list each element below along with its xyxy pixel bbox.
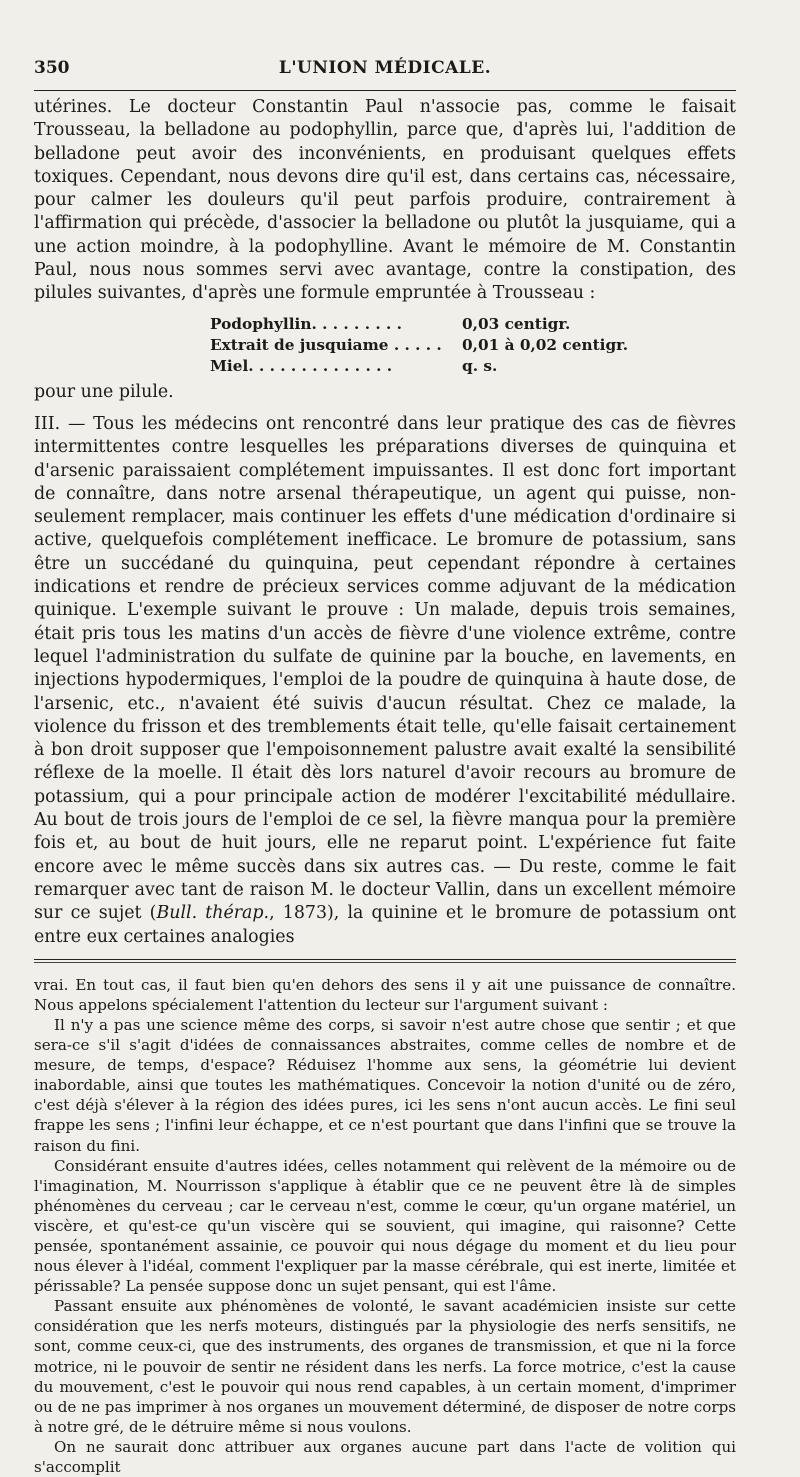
document-page <box>34 58 736 1477</box>
formula-row <box>210 356 736 377</box>
ingredient-name: Podophyllin. . . . . . . . . <box>210 314 402 333</box>
formula-row <box>210 314 736 335</box>
section-iii-text-end: , 1873), la quinine et le bromure de potassium ont entre eux certaines analogies <box>34 903 737 947</box>
ingredient-dose: 0,03 centigr. <box>462 314 571 333</box>
formula-row <box>210 335 736 356</box>
footnote-paragraph: vrai. En tout cas, il faut bien qu'en dehors des sens il y ait une puissance de connaître. Nous appelons spécialement l'attention du lecteur sur l'argument suivant : <box>34 975 736 1014</box>
ingredient-dose: 0,01 à 0,02 centigr. <box>462 335 629 354</box>
footnote-paragraph: On ne saurait donc attribuer aux organes aucune part dans l'acte de volition qui s'accomplit <box>34 1437 736 1477</box>
paragraph-pill: pour une pilule. <box>34 381 174 402</box>
footnote-paragraph: Il n'y a pas une science même des corps, si savoir n'est autre chose que sentir ; et que sera-ce s'il s'agit d'idées de connaissances abstraites, comme celles de nombre et de mesure, de temps, d'espace? Réduisez l'homme aux sens, la géométrie lui devient inabordable, ainsi que toutes les mathématiques. Concevoir la notion d'unité ou de zéro, c'est déjà s'élever à la région des idées pures, ici les sens n'ont aucun accès. Le fini seul frappe les sens ; l'infini leur échappe, et ce n'est pourtant que dans l'infini que se trouve la raison du fini. <box>34 1015 736 1155</box>
ingredient-dose: q. s. <box>462 356 498 375</box>
ingredient-name: Extrait de jusquiame . . . . . <box>210 335 442 354</box>
footnote-paragraph: Passant ensuite aux phénomènes de volonté, le savant académicien insiste sur cette considération que les nerfs moteurs, distingués par la physiologie des nerfs sensitifs, ne sont, comme ceux-ci, que des instruments, des organes de transmission, et que ni la force motrice, ni le pouvoir de sentir ne résident dans les nerfs. La force motrice, c'est la cause du mouvement, c'est le pouvoir qui nous rend capables, à un certain moment, d'imprimer ou de ne pas imprimer à nos organes un mouvement déterminé, de disposer de notre corps à notre gré, de le détruire même si nous voulons. <box>34 1297 736 1436</box>
formula-table <box>210 314 736 377</box>
page-number: 350 <box>34 58 70 78</box>
journal-title: L'UNION MÉDICALE. <box>278 58 492 78</box>
header-rule <box>34 90 736 91</box>
footnote-paragraph: Considérant ensuite d'autres idées, celles notamment qui relèvent de la mémoire ou de l'imagination, M. Nourrisson s'applique à établir que ce ne peuvent être là de simples phénomènes du cerveau ; car le cerveau n'est, comme le cœur, qu'un organe matériel, un viscère, et qu'est-ce qu'un viscère qui se souvient, qui imagine, qui raisonne? Cette pensée, spontanément assainie, ce pouvoir qui nous dégage du moment et du lieu pour nous élever à l'idéal, comment l'expliquer par la masse cérébrale, qui est inerte, limitée et périssable? La pensée suppose donc un sujet pensant, qui est l'âme. <box>34 1156 736 1296</box>
ingredient-name: Miel. . . . . . . . . . . . . . <box>210 356 393 375</box>
main-text <box>34 96 736 949</box>
footnote-text <box>34 975 736 1477</box>
citation-title: Bull. thérap. <box>156 903 270 924</box>
paragraph-section-iii <box>34 413 736 949</box>
footnote-separator <box>34 959 736 963</box>
page-header <box>34 58 736 82</box>
section-iii-text: III. — Tous les médecins ont rencontré dans leur pratique des cas de fièvres intermittentes contre lesquelles les préparations diverses de quinquina et d'arsenic paraissaient complétement impuissantes. Il est donc fort important de connaître, dans notre arsenal thérapeutique, un agent qui puisse, non-seulement remplacer, mais continuer les effets d'une médication d'ordinaire si active, quelquefois complétement inefficace. Le bromure de potassium, sans être un succédané du quinquina, peut cependant répondre à certaines indications et rendre de précieux services comme adjuvant de la médication quinique. L'exemple suivant le prouve : Un malade, depuis trois semaines, était pris tous les matins d'un accès de fièvre d'une violence extrême, contre lequel l'administration du sulfate de quinine par la bouche, en lavements, en injections hypodermiques, l'emploi de la poudre de quinquina à haute dose, de l'arsenic, etc., n'avaient été suivis d'aucun résultat. Chez ce malade, la violence du frisson et des tremblements était telle, qu'elle faisait certainement à bon droit supposer que l'empoisonnement palustre avait exalté la sensibilité réflexe de la moelle. Il était dès lors naturel d'avoir recours au bromure de potassium, qui a pour principale action de modérer l'excitabilité médullaire. Au bout de trois jours de l'emploi de ce sel, la fièvre manqua pour la première fois et, au bout de huit jours, elle ne reparut point. L'expérience fut faite encore avec le même succès dans six autres cas. — Du reste, comme le fait remarquer avec tant de raison M. le docteur Vallin, dans un excellent mémoire sur ce sujet ( <box>34 413 736 924</box>
paragraph-constipation: utérines. Le docteur Constantin Paul n'associe pas, comme le faisait Trousseau, la belladone au podophyllin, parce que, d'après lui, l'addition de belladone peut avoir des inconvénients, en produisant quelques effets toxiques. Cependant, nous devons dire qu'il est, dans certains cas, nécessaire, pour calmer les douleurs qu'il peut parfois produire, contrairement à l'affirmation qui précède, d'associer la belladone ou plutôt la jusquiame, qui a une action moindre, à la podophylline. Avant le mémoire de M. Constantin Paul, nous nous sommes servi avec avantage, contre la constipation, des pilules suivantes, d'après une formule empruntée à Trousseau : <box>34 97 736 304</box>
